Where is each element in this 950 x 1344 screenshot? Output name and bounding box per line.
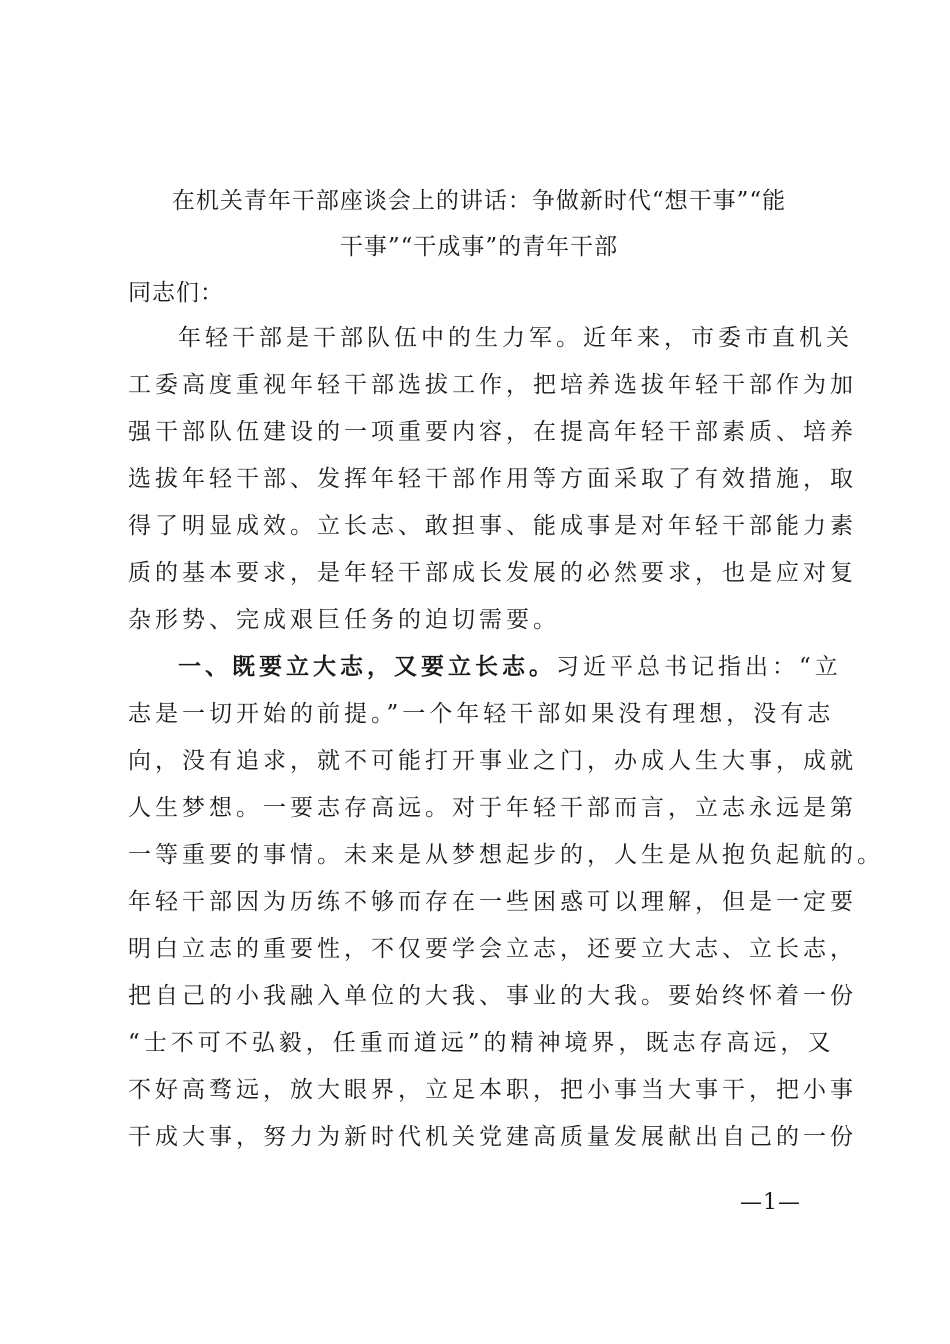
paragraph-1-line: 杂形势、完成艰巨任务的迫切需要。 <box>128 607 560 633</box>
paragraph-1-line: 强干部队伍建设的一项重要内容，在提高年轻干部素质、培养 <box>128 419 857 445</box>
paragraph-2-line: “士不可不弘毅，任重而道远”的精神境界，既志存高远，又 <box>128 1030 835 1056</box>
paragraph-2-line: 明白立志的重要性，不仅要学会立志，还要立大志、立长志， <box>128 936 857 962</box>
paragraph-1-line: 选拔年轻干部、发挥年轻干部作用等方面采取了有效措施，取 <box>128 466 857 492</box>
section-heading: 一、既要立大志，又要立长志。 <box>178 654 556 680</box>
paragraph-2-line: 不好高骛远，放大眼界，立足本职，把小事当大事干，把小事 <box>128 1077 857 1103</box>
paragraph-2-line: 人生梦想。一要志存高远。对于年轻干部而言，立志永远是第 <box>128 795 857 821</box>
salutation: 同志们： <box>128 280 224 306</box>
paragraph-2-first-line <box>128 644 842 691</box>
paragraph-2-line: 把自己的小我融入单位的大我、事业的大我。要始终怀着一份 <box>128 983 857 1009</box>
paragraph-2-line: 一等重要的事情。未来是从梦想起步的，人生是从抱负起航的。 <box>128 842 884 868</box>
paragraph-2-line: 干成大事，努力为新时代机关党建高质量发展献出自己的一份 <box>128 1124 857 1150</box>
paragraph-2-line: 志是一切开始的前提。”一个年轻干部如果没有理想，没有志 <box>128 701 835 727</box>
title-line-2: 干事”“干成事”的青年干部 <box>339 234 619 260</box>
paragraph-1-line: 工委高度重视年轻干部选拔工作，把培养选拔年轻干部作为加 <box>128 372 857 398</box>
paragraph-1-line: 年轻干部是干部队伍中的生力军。近年来，市委市直机关 <box>178 325 853 351</box>
paragraph-2-line: 向，没有追求，就不可能打开事业之门，办成人生大事，成就 <box>128 748 857 774</box>
paragraph-1-line: 质的基本要求，是年轻干部成长发展的必然要求，也是应对复 <box>128 560 857 586</box>
paragraph-2-line: 年轻干部因为历练不够而存在一些困惑可以理解，但是一定要 <box>128 889 857 915</box>
document-body <box>128 315 884 1161</box>
paragraph-1-line: 得了明显成效。立长志、敢担事、能成事是对年轻干部能力素 <box>128 513 857 539</box>
paragraph-2-lead-text: 习近平总书记指出：“立 <box>556 654 842 680</box>
title-line-1: 在机关青年干部座谈会上的讲话：争做新时代“想干事”“能 <box>171 188 787 214</box>
document-title <box>128 178 830 270</box>
page-number: —1— <box>740 1190 801 1215</box>
